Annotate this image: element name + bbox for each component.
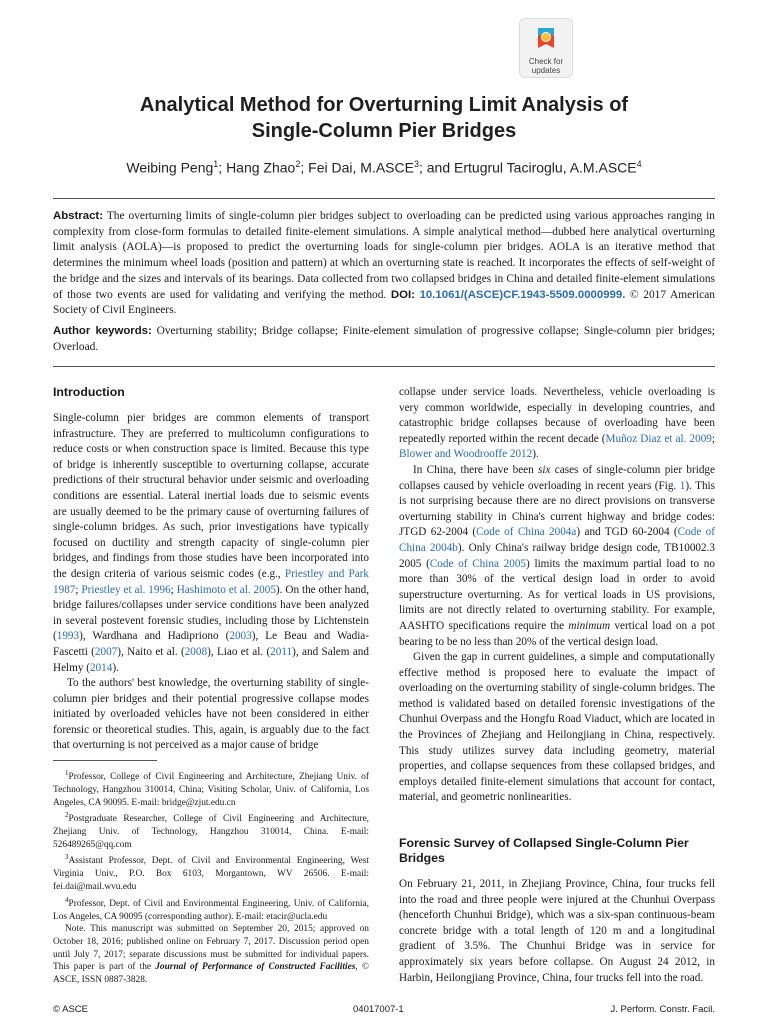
footnote-1-text: Professor, College of Civil Engineering and Architecture, Zhejiang Univ. of Technology, Hangzhou 310014, China; Visiting Scholar, Univ. of California, Los Angeles, CA 90095. E-mail: bridge@zjut.edu.cn: [53, 772, 369, 808]
intro-paragraph-2: To the authors' best knowledge, the overturning stability of single-column pier bridges and their potential progressive collapse modes initiated by overloaded vehicles have not been considered in either forensic or theoretical studies. This, again, is arguably due to the fact that overturning is not perceived as a major cause of bridge: [53, 677, 369, 752]
doi-link[interactable]: 10.1061/(ASCE)CF.1943-5509.0000999.: [419, 288, 626, 301]
ref-2008[interactable]: 2008: [184, 645, 208, 658]
title-line-2: Single-Column Pier Bridges: [251, 120, 517, 142]
footnote-3: [53, 851, 369, 893]
abstract-text: The overturning limits of single-column pier bridges subject to overloading can be predicted using various approaches ranging in complexity from close-form formulas to detailed finite-element simulations. A simple analytical method—dubbed here analytical overturning limit analysis (AOLA)—is proposed to predict the overturning loads for single-column pier bridges. AOLA is an iterative method that determines the minimum wheel loads (position and pattern) at which an overturning state is reached. It incorporates the effects of self-weight of the bridge and the sizes and intervals of its bearings. Data collected from two collapsed bridges in China and detailed finite-element simulations of those two events are used for validating and verifying the method.: [53, 210, 715, 301]
right-p2-text-d: ) and TGD 60-2004 (: [576, 526, 678, 539]
footnote-4-number: 4: [65, 895, 69, 904]
left-column: [53, 385, 369, 754]
author-2-affil: 2: [295, 159, 301, 169]
intro-paragraph-1: [53, 411, 369, 676]
right-p1-text-a: collapse under service loads. Nevertheless, vehicle overloading is very common worldwide, especially in developing countries, and catastrophic bridge collapses because of overloading have been repeatedly reported within the recent decade (: [399, 386, 715, 445]
footnote-1: [53, 767, 369, 809]
top-divider: [53, 198, 715, 199]
forensic-heading-line-2: Bridges: [399, 851, 445, 866]
author-1-affil: 1: [213, 159, 219, 169]
keywords-label: Author keywords:: [53, 325, 152, 337]
ref-1993[interactable]: 1993: [56, 630, 80, 643]
footnote-3-number: 3: [65, 853, 69, 862]
footnote-divider: [53, 760, 157, 761]
keywords-text: Overturning stability; Bridge collapse; Finite-element simulation of progressive collapse; Single-column pier bridges; Overload.: [53, 325, 715, 353]
intro-p1-text-a: Single-column pier bridges are common elements of transport infrastructure. They are preferred to multicolumn configurations to reduce costs or when construction space is limited. Because this type of bridge is inherently susceptible to overturning collapse, accurate predictions of their structural behavior under seismic and overloading conditions are essential. Lateral inertial loads due to seismic events are usually deemed to be the primary cause of overturning failures of single-column bridges. As such, prior investigations have typically focused on ductility and strength capacity of single-column pier bridges, and findings from those studies have been incorporated into the design criteria of various seismic codes (e.g.,: [53, 412, 369, 580]
footer-publisher: © ASCE: [53, 1004, 88, 1015]
ref-2003[interactable]: 2003: [229, 630, 252, 643]
journal-name: Journal of Performance of Constructed Facilities: [155, 962, 356, 973]
footnote-2-number: 2: [65, 811, 69, 820]
note-text-b: , © ASCE, ISSN 0887-3828.: [53, 962, 369, 986]
ref-2014[interactable]: 2014: [89, 661, 113, 674]
badge-line-2: updates: [531, 66, 561, 75]
ref-priestley-1987[interactable]: Priestley and Park 1987: [53, 567, 370, 596]
intro-p1-text-e: ), Naito et al. (: [117, 645, 185, 658]
check-for-updates-badge[interactable]: [519, 18, 573, 78]
ref-munoz-2009[interactable]: Muñoz Diaz et al. 2009: [605, 432, 712, 445]
footnote-2: [53, 809, 369, 851]
right-p2-text-c: ). This is not surprising because there are no direct provisions on transverse overturning stability in China's current highway and bridge codes: JTGD 62-2004 (: [399, 479, 715, 539]
right-p1-text-b: ;: [711, 432, 716, 445]
ref-separator: ;: [75, 583, 82, 596]
bottom-divider: [53, 366, 715, 367]
author-4-affil: 4: [636, 159, 642, 169]
intro-p1-text-d: ), Le Beau and Wadia-Fascetti (: [53, 630, 369, 658]
ref-priestley-1996[interactable]: Priestley et al. 1996: [81, 583, 171, 596]
right-paragraph-2: [399, 463, 715, 650]
ref-separator: ;: [170, 583, 177, 596]
crossmark-icon: [536, 26, 556, 54]
right-p2-text-b: cases of single-column pier bridge collapses caused by vehicle overloading in recent years (Fig.: [399, 463, 715, 492]
footnote-2-text: Postgraduate Researcher, College of Civil Engineering and Architecture, Zhejiang Univ. of Technology, Hangzhou 310014, China. E-mail: 526489265@qq.com: [53, 814, 369, 850]
footnote-4: [53, 894, 369, 924]
author-4: ; and Ertugrul Taciroglu, A.M.ASCE: [418, 159, 637, 176]
right-column: [399, 385, 715, 986]
author-3: ; Fei Dai, M.ASCE: [300, 159, 414, 176]
abstract-label: Abstract:: [53, 210, 104, 222]
ref-2011[interactable]: 2011: [270, 645, 293, 658]
manuscript-note: [53, 923, 369, 987]
footnote-1-number: 1: [65, 769, 69, 777]
right-paragraph-1: [399, 385, 715, 463]
note-text-a: Note. This manuscript was submitted on September 20, 2015; approved on October 18, 2016; published online on February 7, 2017. Discussion period open until July 7, 2017; separate discussions must be submitted for individual papers. This paper is part of the: [53, 924, 369, 973]
author-1: Weibing Peng: [126, 159, 214, 176]
abstract: [53, 209, 715, 319]
intro-heading: Introduction: [53, 385, 125, 399]
forensic-survey-heading: [399, 836, 715, 866]
intro-p1-text-h: ).: [112, 661, 119, 674]
footnote-3-text: Assistant Professor, Dept. of Civil and Environmental Engineering, West Virginia Univ., P.O. Box 6103, Morgantown, WV 26506. E-mail: fei.dai@mail.wvu.edu: [53, 856, 369, 892]
intro-p1-text-f: ), Liao et al. (: [207, 645, 271, 658]
author-keywords: [53, 324, 715, 355]
copyright: © 2017 American Society of Civil Engineers.: [53, 288, 715, 317]
ref-fig-1[interactable]: 1: [679, 479, 686, 492]
forensic-heading-line-1: Forensic Survey of Collapsed Single-Column Pier: [399, 836, 689, 851]
ref-2007[interactable]: 2007: [94, 645, 118, 658]
badge-line-1: Check for: [528, 57, 564, 66]
italic-six: six: [538, 463, 551, 476]
intro-p1-text-b: ). On the other hand, bridge failures/collapses under service conditions have been analyzed in several postevent forensic studies, including those by Lichtenstein (: [53, 583, 370, 643]
footnote-4-text: Professor, Dept. of Civil and Environmental Engineering, Univ. of California, Los Angeles, CA 90095 (corresponding author). E-mail: etacir@ucla.edu: [53, 898, 369, 922]
footer-journal: J. Perform. Constr. Facil.: [610, 1004, 715, 1015]
badge-label: [520, 57, 572, 75]
author-2: ; Hang Zhao: [218, 159, 296, 176]
ref-code-2005[interactable]: Code of China 2005: [429, 557, 527, 570]
footnotes: [53, 767, 369, 987]
intro-p1-text-c: ), Wardhana and Hadipriono (: [79, 630, 230, 643]
right-p2-text-g: vertical load on a pot bearing to be no less than 20% of the vertical design load.: [399, 619, 715, 648]
right-p2-text-e: ). Only China's railway bridge design code, TB10002.3 2005 (: [399, 541, 715, 570]
footer-page-id: 04017007-1: [353, 1004, 404, 1015]
intro-p1-text-g: ), and Salem and Helmy (: [53, 645, 369, 674]
italic-minimum: minimum: [568, 619, 611, 632]
right-p2-text-a: In China, there have been: [413, 463, 539, 476]
ref-code-2004a[interactable]: Code of China 2004a: [476, 526, 577, 539]
title-line-1: Analytical Method for Overturning Limit Analysis of: [139, 94, 629, 116]
ref-code-2004b[interactable]: Code of China 2004b: [399, 526, 716, 554]
author-list: [60, 159, 708, 176]
right-paragraph-3: Given the gap in current guidelines, a simple and computationally effective method is proposed here to evaluate the impact of overloading on the overturning stability of single-column bridges. The method is validated based on detailed forensic investigations of the Chunhui Overpass and the Hongfu Road Viaduct, which are located in the Provinces of Zhejiang and Heilongjiang in China, respectively. This study utilizes survey data including geometry, material properties, and collapse sequences from these collapsed bridges, and employs detailed finite-element simulations that account for contact, material, and geometric nonlinearities.: [399, 651, 715, 804]
right-paragraph-4: On February 21, 2011, in Zhejiang Province, China, four trucks fell into the road and three people were injured at the Chunhui Overpass (henceforth Chunhui Bridge), which was a six-span continuous-beam concrete bridge with a total length of 120 m and a longitudinal gradient of 3.5%. The Chunhui Bridge was in service for approximately six years before collapse. On August 24 2012, in Harbin, Heilongjiang Province, China, four trucks fell into the road.: [399, 878, 715, 984]
author-3-affil: 3: [413, 159, 419, 169]
ref-blower-2012[interactable]: Blower and Woodrooffe 2012: [399, 448, 533, 461]
right-p2-text-f: ) limits the maximum partial load to no more than 30% of the vertical design load in order to avoid superstructure overturning. As for vertical loads in US provisions, limits are not directly related to overturning stability. For example, AASHTO specifications require the: [399, 557, 715, 632]
doi-label: DOI:: [390, 288, 415, 301]
paper-title: [60, 92, 708, 144]
right-p1-text-c: ).: [532, 448, 539, 461]
ref-hashimoto-2005[interactable]: Hashimoto et al. 2005: [176, 583, 276, 596]
